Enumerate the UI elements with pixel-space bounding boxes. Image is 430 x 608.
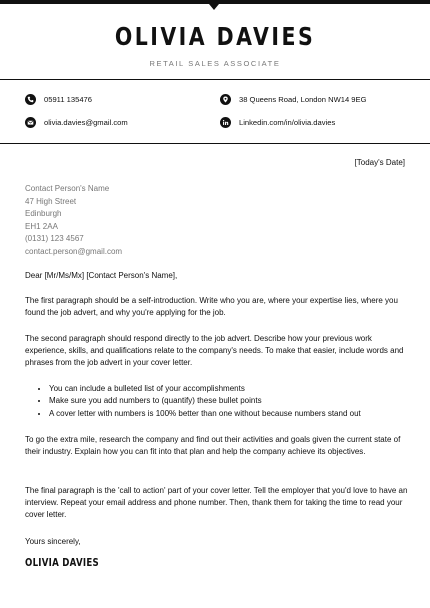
- signature-name: OLIVIA DAVIES: [25, 557, 99, 569]
- contact-address: [220, 94, 367, 105]
- recipient-postcode: EH1 2AA: [25, 221, 58, 231]
- address-text: 38 Queens Road, London NW14 9EG: [239, 95, 367, 104]
- recipient-city: Edinburgh: [25, 209, 62, 219]
- paragraph-intro: The first paragraph should be a self-introduction. Write who you are, where your expertise lies, where you found the job advert, and why you're applying for the job.: [25, 296, 398, 318]
- recipient-email: contact.person@gmail.com: [25, 246, 123, 256]
- list-item: • Make sure you add numbers to (quantify) these bullet points: [49, 395, 430, 407]
- email-icon: [25, 117, 36, 128]
- recipient-phone: (0131) 123 4567: [25, 234, 84, 244]
- paragraph-research: To go the extra mile, research the company and find out their activities and goals given the current state of their industry. Explain how you can fit into that plan and help the company achieve its objectives.: [25, 435, 401, 457]
- location-pin-icon: [220, 94, 231, 105]
- contact-phone: [25, 94, 92, 105]
- contact-linkedin: [220, 117, 335, 128]
- phone-number: 05911 135476: [44, 95, 93, 104]
- contact-email: [25, 117, 128, 128]
- recipient-street: 47 High Street: [25, 196, 77, 206]
- recipient-address-block: [25, 183, 122, 259]
- job-title: RETAIL SALES ASSOCIATE: [149, 59, 281, 68]
- phone-icon: [25, 94, 36, 105]
- top-notch-decoration: [209, 4, 219, 10]
- applicant-name: OLIVIA DAVIES: [114, 22, 316, 51]
- salutation: Dear [Mr/Ms/Mx] [Contact Person's Name],: [25, 271, 178, 280]
- accomplishments-list: [25, 383, 430, 420]
- email-address[interactable]: olivia.davies@gmail.com: [44, 118, 128, 127]
- header-divider-top: [0, 79, 430, 80]
- recipient-name: Contact Person's Name: [25, 184, 110, 193]
- paragraph-experience: The second paragraph should respond directly to the job advert. Describe how your previous work experience, skills, and qualifications relate to the company's needs. To make that easier, include words and phrases from the job advert in your cover letter.: [25, 334, 404, 368]
- list-item: • You can include a bulleted list of your accomplishments: [49, 383, 430, 395]
- header-divider-bottom: [0, 143, 430, 144]
- linkedin-url[interactable]: Linkedin.com/in/olivia.davies: [239, 118, 336, 127]
- closing: Yours sincerely,: [25, 537, 81, 546]
- list-item: • A cover letter with numbers is 100% better than one without because numbers stand out: [49, 408, 430, 420]
- linkedin-icon: [220, 117, 231, 128]
- paragraph-call-to-action: The final paragraph is the 'call to action' part of your cover letter. Tell the employer that you'd love to have an interview. Repeat your email address and phone number. Then, thank them for taking the time to read your cover letter.: [25, 486, 408, 520]
- letter-date: [Today's Date]: [354, 158, 405, 167]
